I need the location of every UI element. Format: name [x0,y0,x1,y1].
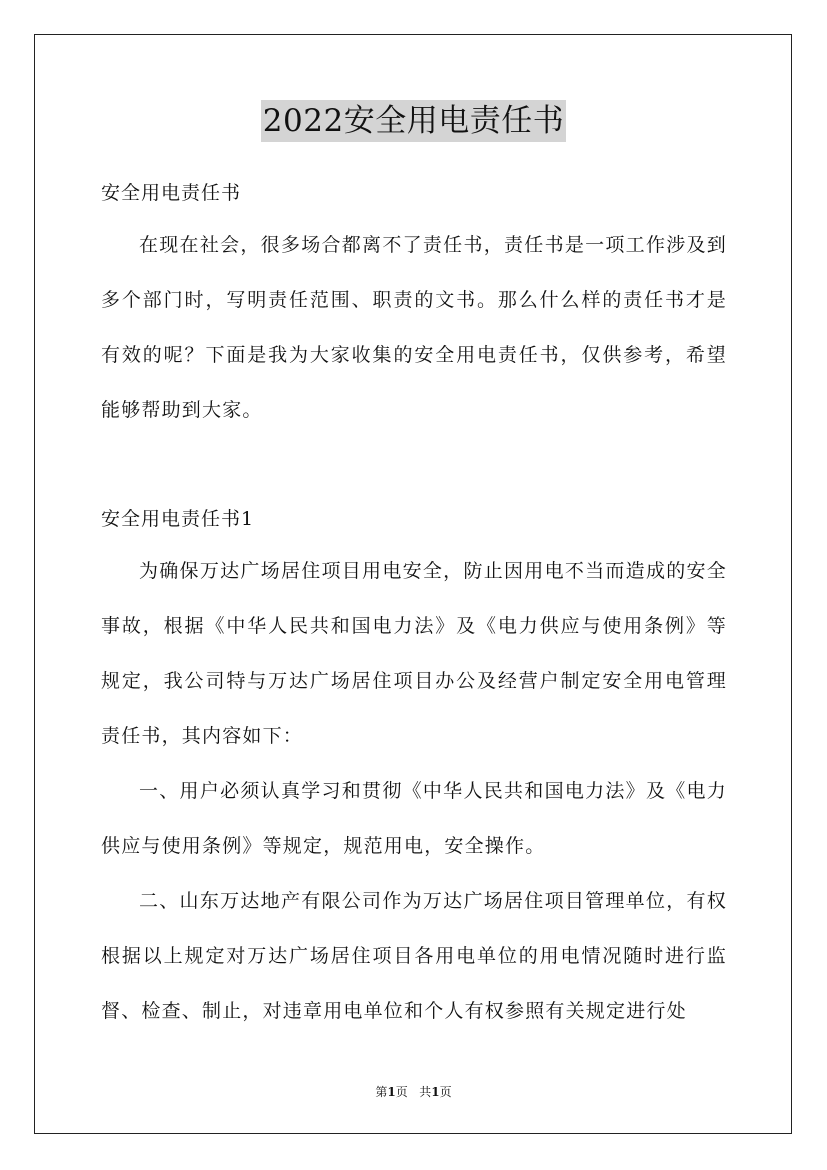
document-subtitle: 安全用电责任书 [101,182,242,204]
title-container [0,100,827,142]
body-paragraph-1: 为确保万达广场居住项目用电安全，防止因用电不当而造成的安全事故，根据《中华人民共和国电力法》及《电力供应与使用条例》等规定，我公司特与万达广场居住项目办公及经营户制定安全用电管理责任书，其内容如下： [101,560,727,747]
intro-paragraph: 在现在社会，很多场合都离不了责任书，责任书是一项工作涉及到多个部门时，写明责任范围、职责的文书。那么什么样的责任书才是有效的呢？下面是我为大家收集的安全用电责任书，仅供参考，希望能够帮助到大家。 [101,234,727,421]
footer-total-suffix: 页 [439,1085,452,1099]
body-paragraph-2: 一、用户必须认真学习和贯彻《中华人民共和国电力法》及《电力供应与使用条例》等规定，规范用电，安全操作。 [101,780,727,857]
section-title: 安全用电责任书1 [101,508,255,530]
footer-total-prefix: 共 [419,1085,432,1099]
footer-total-pages: 1 [431,1085,440,1099]
footer-page-number: 1 [387,1085,396,1099]
footer-page-suffix: 页 [395,1085,408,1099]
page-footer [0,1083,827,1101]
body-paragraph-3: 二、山东万达地产有限公司作为万达广场居住项目管理单位，有权根据以上规定对万达广场居住项目各用电单位的用电情况随时进行监督、检查、制止，对违章用电单位和个人有权参照有关规定进行处 [101,890,727,1022]
document-title: 2022安全用电责任书 [261,100,566,142]
footer-page-prefix: 第 [375,1085,388,1099]
